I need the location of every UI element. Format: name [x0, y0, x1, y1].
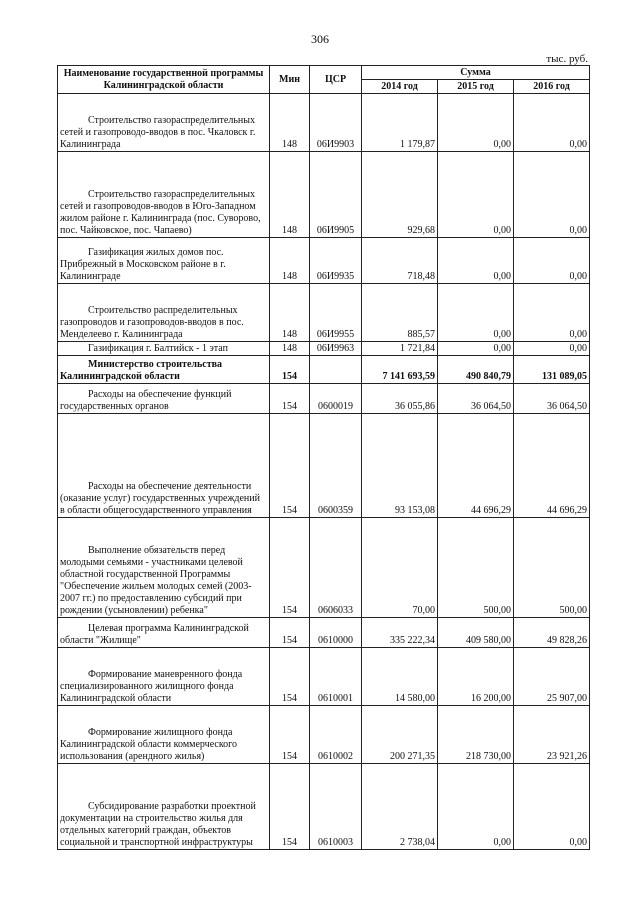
table-row [58, 414, 590, 518]
header-year-2015: 2015 год [438, 80, 514, 94]
cell-2014: 93 153,08 [362, 414, 438, 518]
cell-2015: 0,00 [438, 284, 514, 342]
cell-csr: 0610003 [310, 764, 362, 850]
cell-csr: 0600019 [310, 384, 362, 414]
cell-2014: 335 222,34 [362, 618, 438, 648]
cell-csr: 0610001 [310, 648, 362, 706]
table-body [58, 94, 590, 850]
cell-name: Строительство распределительных газопроводов и газопроводов-вводов в пос. Менделеево г. Калининграда [58, 284, 270, 342]
cell-2016: 0,00 [514, 94, 590, 152]
cell-csr: 0606033 [310, 518, 362, 618]
table-row [58, 648, 590, 706]
page-number: 306 [311, 32, 329, 46]
cell-2016: 25 907,00 [514, 648, 590, 706]
cell-csr: 0600359 [310, 414, 362, 518]
header-year-2016: 2016 год [514, 80, 590, 94]
cell-min: 154 [270, 384, 310, 414]
cell-2015: 409 580,00 [438, 618, 514, 648]
cell-2015: 218 730,00 [438, 706, 514, 764]
header-sum: Сумма [362, 66, 590, 80]
table-row [58, 384, 590, 414]
cell-min: 148 [270, 152, 310, 238]
cell-2014: 70,00 [362, 518, 438, 618]
cell-name: Газификация г. Балтийск - 1 этап [58, 342, 270, 356]
cell-min: 154 [270, 706, 310, 764]
cell-min: 154 [270, 764, 310, 850]
cell-2015: 44 696,29 [438, 414, 514, 518]
header-min: Мин [270, 66, 310, 94]
cell-csr [310, 356, 362, 384]
cell-2016: 49 828,26 [514, 618, 590, 648]
cell-min: 154 [270, 618, 310, 648]
cell-name: Газификация жилых домов пос. Прибрежный в Московском районе в г. Калининграде [58, 238, 270, 284]
cell-2016: 131 089,05 [514, 356, 590, 384]
cell-name: Формирование жилищного фонда Калининградской области коммерческого использования (арендного жилья) [58, 706, 270, 764]
table-row [58, 284, 590, 342]
table-row [58, 518, 590, 618]
cell-csr: 0610000 [310, 618, 362, 648]
cell-min: 148 [270, 94, 310, 152]
cell-2015: 0,00 [438, 94, 514, 152]
cell-min: 154 [270, 356, 310, 384]
table-row [58, 356, 590, 384]
cell-2015: 0,00 [438, 152, 514, 238]
cell-2015: 0,00 [438, 238, 514, 284]
cell-min: 148 [270, 284, 310, 342]
cell-2016: 0,00 [514, 764, 590, 850]
budget-table [57, 65, 590, 850]
cell-2015: 16 200,00 [438, 648, 514, 706]
cell-2016: 0,00 [514, 342, 590, 356]
table-row [58, 94, 590, 152]
cell-name: Расходы на обеспечение деятельности (оказание услуг) государственных учреждений в области общегосударственного управления [58, 414, 270, 518]
cell-name: Министерство строительства Калининградской области [58, 356, 270, 384]
cell-name: Формирование маневренного фонда специализированного жилищного фонда Калининградской области [58, 648, 270, 706]
cell-csr: 06И9955 [310, 284, 362, 342]
cell-2014: 1 721,84 [362, 342, 438, 356]
cell-2016: 23 921,26 [514, 706, 590, 764]
cell-2014: 885,57 [362, 284, 438, 342]
table-row [58, 342, 590, 356]
cell-min: 154 [270, 518, 310, 618]
cell-min: 154 [270, 414, 310, 518]
cell-2014: 929,68 [362, 152, 438, 238]
table-row [58, 238, 590, 284]
cell-2014: 1 179,87 [362, 94, 438, 152]
cell-2014: 7 141 693,59 [362, 356, 438, 384]
cell-csr: 06И9935 [310, 238, 362, 284]
cell-2014: 2 738,04 [362, 764, 438, 850]
cell-min: 148 [270, 342, 310, 356]
header-name: Наименование государственной программы Калининградской области [58, 66, 270, 94]
cell-name: Выполнение обязательств перед молодыми семьями - участниками целевой областной государственной Программы "Обеспечение жильем молодых семей (2003-2007 гг.) по предоставлению субсидий при рождении (усыновлении) ребенка" [58, 518, 270, 618]
cell-2015: 36 064,50 [438, 384, 514, 414]
table-row [58, 706, 590, 764]
header-year-2014: 2014 год [362, 80, 438, 94]
table-row [58, 764, 590, 850]
cell-name: Расходы на обеспечение функций государственных органов [58, 384, 270, 414]
cell-2016: 500,00 [514, 518, 590, 618]
cell-csr: 06И9963 [310, 342, 362, 356]
cell-2015: 500,00 [438, 518, 514, 618]
cell-2015: 0,00 [438, 342, 514, 356]
cell-min: 154 [270, 648, 310, 706]
cell-2016: 36 064,50 [514, 384, 590, 414]
cell-2016: 0,00 [514, 152, 590, 238]
cell-2015: 490 840,79 [438, 356, 514, 384]
header-csr: ЦСР [310, 66, 362, 94]
cell-2014: 14 580,00 [362, 648, 438, 706]
cell-2015: 0,00 [438, 764, 514, 850]
unit-label: тыс. руб. [546, 53, 588, 65]
cell-name: Субсидирование разработки проектной документации на строительство жилья для отдельных категорий граждан, объектов социальной и транспортной инфраструктуры [58, 764, 270, 850]
cell-csr: 0610002 [310, 706, 362, 764]
cell-2016: 0,00 [514, 238, 590, 284]
table-header [58, 66, 590, 94]
cell-name: Целевая программа Калининградской области "Жилище" [58, 618, 270, 648]
table-row [58, 618, 590, 648]
cell-2014: 718,48 [362, 238, 438, 284]
cell-2016: 0,00 [514, 284, 590, 342]
cell-2014: 200 271,35 [362, 706, 438, 764]
table-row [58, 152, 590, 238]
cell-name: Строительство газораспределительных сетей и газопроводо-вводов в пос. Чкаловск г. Калининграда [58, 94, 270, 152]
cell-csr: 06И9903 [310, 94, 362, 152]
cell-name: Строительство газораспределительных сетей и газопроводов-вводов в Юго-Западном жилом районе г. Калининграда (пос. Суворово, пос. Чайковское, пос. Чапаево) [58, 152, 270, 238]
cell-2016: 44 696,29 [514, 414, 590, 518]
cell-csr: 06И9905 [310, 152, 362, 238]
cell-min: 148 [270, 238, 310, 284]
cell-2014: 36 055,86 [362, 384, 438, 414]
